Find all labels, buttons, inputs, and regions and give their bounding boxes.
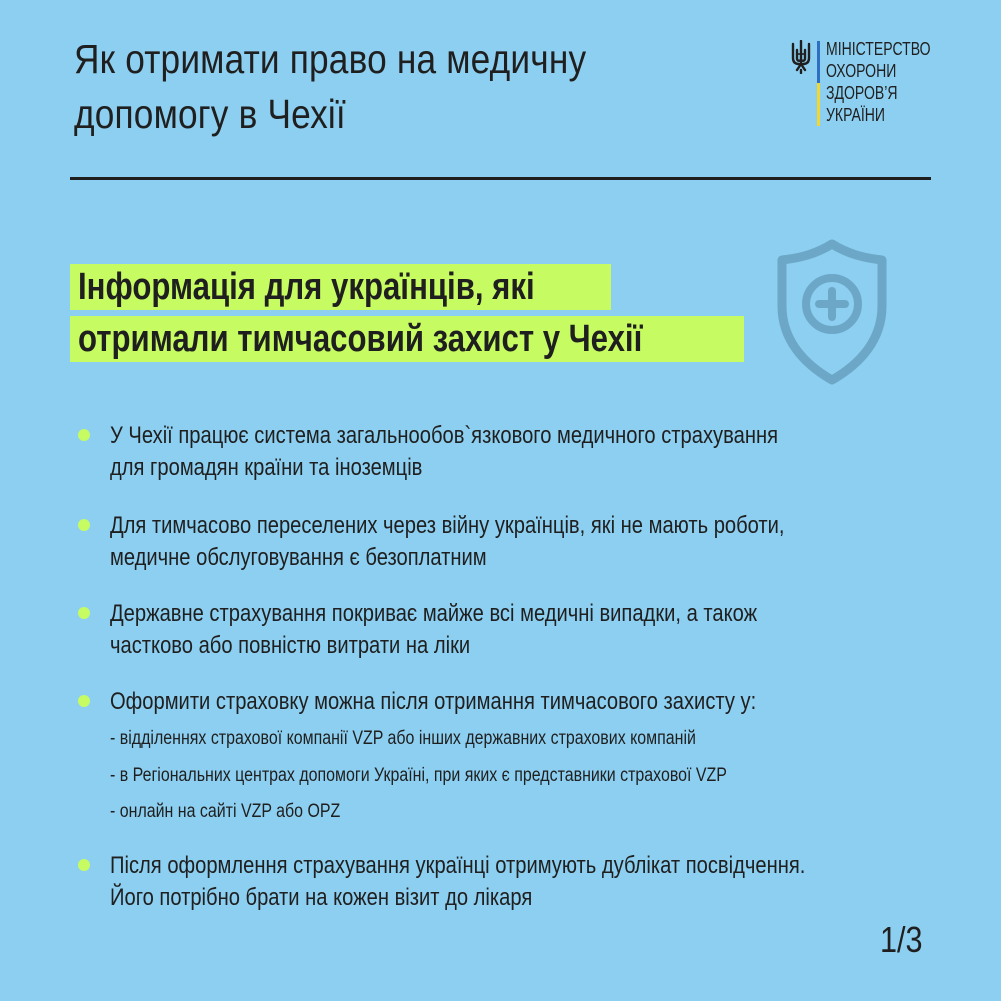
list-item-line: Оформити страховку можна після отримання тимчасового захисту у:: [110, 688, 757, 715]
bullet-dot-icon: [78, 519, 90, 531]
list-item-text: [110, 510, 785, 574]
page-title-line-2: допомогу в Чехії: [74, 91, 346, 137]
page-title: [74, 32, 624, 142]
ministry-name-line-2: ОХОРОНИ: [826, 61, 897, 81]
ministry-name-line-3: ЗДОРОВ’Я: [826, 83, 898, 103]
list-item-line: Державне страхування покриває майже всі медичні випадки, а також: [110, 600, 758, 627]
sub-item: - в Регіональних центрах допомоги Україні, при яких є представники страхової VZP: [110, 765, 727, 786]
list-item-line: Його потрібно брати на кожен візит до лікаря: [110, 884, 533, 911]
highlighted-heading-text-2: отримали тимчасовий захист у Чехії: [78, 318, 643, 360]
sub-item: - онлайн на сайті VZP або OPZ: [110, 801, 341, 822]
ministry-name-line-4: УКРАЇНИ: [826, 105, 886, 125]
sub-item: - відділеннях страхової компанії VZP або інших державних страхових компаній: [110, 728, 696, 749]
highlighted-heading-text-1: Інформація для українців, які: [78, 266, 535, 308]
bullet-dot-icon: [78, 695, 90, 707]
list-item-line: медичне обслуговування є безоплатним: [110, 544, 487, 571]
bullet-dot-icon: [78, 607, 90, 619]
bullet-dot-icon: [78, 859, 90, 871]
trident-icon: [790, 40, 812, 74]
page-number: 1/3: [880, 919, 923, 960]
bullet-dot-icon: [78, 429, 90, 441]
flag-bar-blue: [817, 41, 820, 83]
list-item-text: [110, 686, 756, 718]
list-item-text: [110, 598, 757, 662]
highlighted-heading-line-1: [70, 264, 611, 310]
list-item-line: Після оформлення страхування українці отримують дублікат посвідчення.: [110, 852, 806, 879]
flag-bar-yellow: [817, 83, 820, 126]
ministry-name-line-1: МІНІСТЕРСТВО: [826, 39, 931, 59]
list-item-line: У Чехії працює система загальнообов`язкового медичного страхування: [110, 422, 779, 449]
list-item-text: [110, 420, 778, 484]
list-item-line: частково або повністю витрати на ліки: [110, 632, 471, 659]
ministry-name: [826, 38, 931, 126]
ministry-logo: [790, 40, 950, 130]
highlighted-heading-line-2: [70, 316, 744, 362]
page-title-line-1: Як отримати право на медичну: [74, 36, 587, 82]
list-item-line: для громадян країни та іноземців: [110, 454, 423, 481]
list-item-line: Для тимчасово переселених через війну українців, які не мають роботи,: [110, 512, 785, 539]
shield-plus-icon: [772, 236, 892, 386]
header-divider: [70, 177, 931, 180]
list-item-text: [110, 850, 805, 914]
